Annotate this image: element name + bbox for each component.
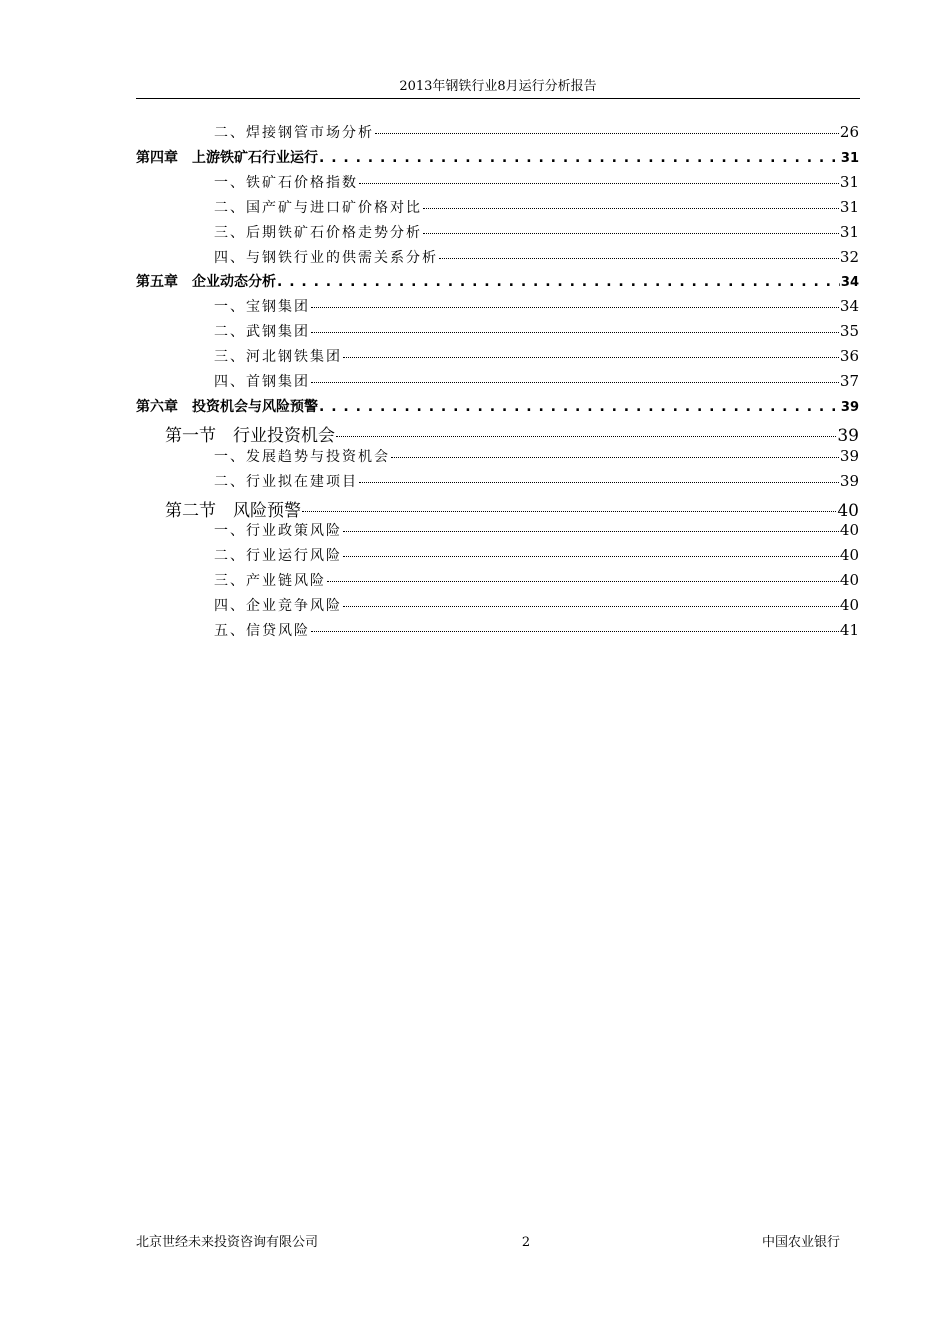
toc-entry-sec[interactable] [214,371,859,391]
toc-entry-label: 二、行业运行风险 [214,548,342,565]
toc-leader-dots [277,274,840,290]
toc-entry-page: 31 [839,172,859,191]
footer-page-number: 2 [521,1235,531,1250]
toc-entry-label: 三、河北钢铁集团 [214,349,342,366]
toc-entry-sec[interactable] [214,545,859,565]
toc-leader-dots [375,119,839,134]
footer-bank: 中国农业银行 [761,1235,840,1250]
toc-entry-page: 41 [839,621,859,639]
toc-entry-sec[interactable] [214,122,859,142]
toc-entry-page: 40 [839,571,859,590]
toc-entry-sec[interactable] [214,172,859,192]
toc-entry-sec[interactable] [214,446,859,466]
toc-entry-label: 二、武钢集团 [214,324,310,341]
toc-entry-page: 40 [839,596,859,615]
toc-entry-label: 四、企业竞争风险 [214,598,342,615]
toc-entry-label: 三、产业链风险 [214,573,326,590]
toc-entry-sec[interactable] [214,247,859,267]
toc-entry-label: 一、铁矿石价格指数 [214,174,358,191]
toc-leader-dots [311,368,839,383]
toc-entry-label: 五、信贷风险 [214,623,310,639]
toc-leader-dots [343,343,839,358]
footer-company: 北京世经未来投资咨询有限公司 [136,1235,319,1250]
toc-entry-sec[interactable] [214,620,859,640]
toc-entry-label: 第六章 投资机会与风险预警 [136,398,318,415]
toc-entry-page: 31 [839,222,859,241]
toc-entry-page: 26 [839,123,859,141]
toc-leader-dots [327,567,839,582]
toc-entry-label: 第五章 企业动态分析 [136,274,276,291]
toc-leader-dots [439,244,839,259]
toc-entry-page: 36 [839,347,859,366]
toc-entry-label: 二、行业拟在建项目 [214,473,358,490]
toc-entry-ch[interactable] [136,396,859,416]
toc-entry-page: 39 [837,425,859,446]
toc-leader-dots [343,517,839,532]
toc-entry-page: 39 [840,399,859,415]
toc-entry-page: 37 [839,372,859,390]
toc-leader-dots [302,494,836,512]
toc-entry-page: 40 [839,521,859,540]
toc-entry-label: 一、发展趋势与投资机会 [214,448,390,465]
toc-entry-sec[interactable] [214,197,859,217]
toc-entry-sec[interactable] [214,570,859,590]
toc-leader-dots [336,419,836,437]
toc-entry-page: 35 [839,322,859,341]
toc-entry-label: 四、与钢铁行业的供需关系分析 [214,249,438,266]
toc-entry-label: 一、行业政策风险 [214,523,342,540]
toc-leader-dots [423,194,839,209]
toc-entry-label: 三、后期铁矿石价格走势分析 [214,224,422,241]
toc-entry-page: 31 [839,197,859,216]
toc-entry-ch[interactable] [136,147,859,167]
toc-leader-dots [311,318,839,333]
toc-entry-sec[interactable] [214,520,859,540]
toc-entry-sec[interactable] [214,595,859,615]
toc-entry-label: 二、焊接钢管市场分析 [214,125,374,141]
toc-entry-sec[interactable] [214,471,859,491]
toc-leader-dots [423,219,839,234]
toc-entry-page: 40 [839,546,859,565]
toc-entry-label: 四、首钢集团 [214,374,310,390]
toc-leader-dots [359,169,839,184]
toc-leader-dots [343,592,839,607]
toc-entry-page: 31 [840,150,859,166]
toc-leader-dots [311,617,839,632]
toc-entry-page: 39 [839,471,859,490]
toc-entry-page: 34 [840,275,859,291]
toc-entry-page: 34 [839,297,859,316]
toc-leader-dots [319,399,840,415]
toc-leader-dots [391,443,839,458]
toc-entry-sec[interactable] [214,296,859,316]
page-header [136,78,860,96]
toc-entry-label: 第一节 行业投资机会 [165,425,335,446]
toc-entry-page: 32 [839,247,859,266]
toc-leader-dots [311,293,839,308]
toc-entry-label: 第二节 风险预警 [165,500,301,521]
toc-entry-label: 第四章 上游铁矿石行业运行 [136,149,318,166]
header-divider [136,98,860,99]
toc-entry-label: 一、宝钢集团 [214,299,310,316]
toc-entry-ch[interactable] [136,271,859,291]
toc-leader-dots [359,468,839,483]
header-title: 2013年钢铁行业8月运行分析报告 [399,79,597,94]
toc-entry-sec[interactable] [214,222,859,242]
toc-entry-sec[interactable] [214,346,859,366]
toc-leader-dots [343,542,839,557]
toc-leader-dots [319,150,840,166]
toc-entry-label: 二、国产矿与进口矿价格对比 [214,199,422,216]
toc-entry-sec[interactable] [214,321,859,341]
toc-entry-page: 39 [839,446,859,465]
toc-entry-page: 40 [837,500,859,521]
